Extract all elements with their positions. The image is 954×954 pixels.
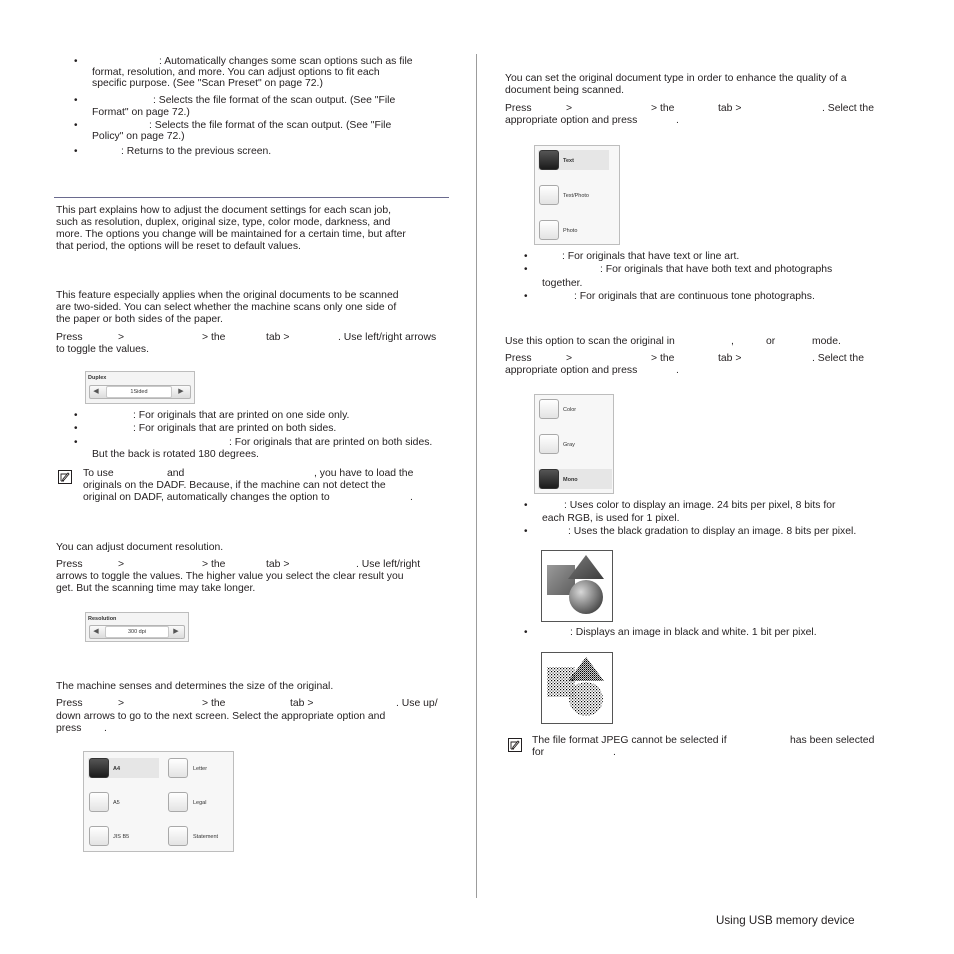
color-option-label: Gray [563,442,575,448]
note-text: has been selected [790,735,875,746]
resolution-press: Press [56,559,83,570]
type-press: Press [505,103,532,114]
bullet-marker: • [74,410,78,421]
color-tab: tab > [718,353,742,364]
color-para: Use this option to scan the original in [505,336,675,347]
size-option-a4-button[interactable] [89,758,109,778]
duplex-value: 1Sided [106,386,172,398]
note-text: originals on the DADF. Because, if the machine can not detect the [83,480,386,491]
resolution-para: You can adjust document resolution. [56,542,224,553]
size-option-a5-button[interactable] [89,792,109,812]
column-divider [476,54,477,898]
intro-line: more. The options you change will be maintained for a certain time, but after [56,229,406,240]
arrow-left-icon[interactable]: ◀ [93,388,99,395]
size-line3: press [56,723,82,734]
color-option-label: Mono [563,477,578,483]
type-para-line: You can set the original document type in order to enhance the quality of a [505,73,847,84]
size-end: . Use up/ [396,698,438,709]
type-line2-end: . [676,115,679,126]
arrow-right-icon[interactable]: ▶ [178,388,184,395]
type-option-text-button[interactable] [539,150,559,170]
bullet-marker: • [524,251,528,262]
note-text: , you have to load the [314,468,414,479]
color-para-end: mode. [812,336,841,347]
resolution-line2: arrows to toggle the values. The higher value you select the clear result you [56,571,404,582]
duplex-control-bar [89,385,191,399]
type-option-label: Photo [563,228,578,234]
arrow-left-icon[interactable]: ◀ [93,628,99,635]
resolution-gt: > [118,559,125,570]
color-option-gray-button[interactable] [539,434,559,454]
bullet-marker: • [74,437,78,448]
size-press: Press [56,698,83,709]
size-the: > the [202,698,226,709]
color-press: Press [505,353,532,364]
bullet-text: together. [542,278,583,289]
color-the: > the [651,353,675,364]
type-option-label: Text [563,158,574,164]
note-text: and [167,468,185,479]
intro-line: This part explains how to adjust the document settings for each scan job, [56,205,391,216]
bullet-text: : Uses color to display an image. 24 bits per pixel, 8 bits for [564,500,836,511]
color-line2: appropriate option and press [505,365,638,376]
note-text: for [532,747,545,758]
bullet-marker: • [74,146,78,157]
bullet-text: specific purpose. (See "Scan Preset" on page 72.) [92,78,323,89]
grayscale-sample-image [541,550,613,622]
note-text: The file format JPEG cannot be selected if [532,735,727,746]
bullet-text: : Displays an image in black and white. 1 bit per pixel. [570,627,817,638]
bullet-text: : For originals that are printed on both sides. [229,437,433,448]
duplex-line: the paper or both sides of the paper. [56,314,223,325]
bullet-text: : Selects the file format of the scan output. (See "File [149,120,392,131]
duplex-gt: > [118,332,125,343]
size-option-label: JIS B5 [113,834,130,840]
bullet-marker: • [524,500,528,511]
color-option-label: Color [563,407,577,413]
size-line3-end: . [104,723,107,734]
bullet-marker: • [524,627,528,638]
bullet-marker: • [74,95,78,106]
color-option-color-button[interactable] [539,399,559,419]
size-para: The machine senses and determines the size of the original. [56,681,334,692]
duplex-control-panel [85,371,195,404]
color-line2-end: . [676,365,679,376]
duplex-end: . Use left/right arrows [338,332,437,343]
size-option-label: A4 [113,766,121,772]
grayscale-shapes-icon [542,551,612,621]
bullet-text: : For originals that are printed on both sides. [133,423,337,434]
note-text: original on DADF, automatically changes the option to [83,492,330,503]
type-para-line: document being scanned. [505,85,625,96]
bullet-text: format, resolution, and more. You can adjust options to fit each [92,67,380,78]
monochrome-shapes-icon [542,653,612,723]
duplex-tab: tab > [266,332,290,343]
bullet-marker: • [74,56,78,67]
type-tab: tab > [718,103,742,114]
duplex-line: are two-sided. You can select whether the machine scans only one side of [56,302,397,313]
type-options-panel [534,145,620,245]
size-option-letter-button[interactable] [168,758,188,778]
monochrome-sample-image [541,652,613,724]
resolution-end: . Use left/right [356,559,421,570]
size-options-panel [83,751,234,852]
resolution-line3: get. But the scanning time may take longer. [56,583,256,594]
bullet-text: Policy" on page 72.) [92,131,185,142]
size-option-jisb5-button[interactable] [89,826,109,846]
note-icon [58,470,72,484]
bullet-text: : For originals that have text or line art. [562,251,740,262]
size-option-label: A5 [113,800,120,806]
size-line2: down arrows to go to the next screen. Select the appropriate option and [56,711,386,722]
type-option-label: Text/Photo [563,193,589,199]
note-text: To use [83,468,114,479]
resolution-control-title: Resolution [88,616,117,622]
duplex-line: This feature especially applies when the original documents to be scanned [56,290,399,301]
type-option-photo-button[interactable] [539,220,559,240]
resolution-tab: tab > [266,559,290,570]
resolution-control-bar [89,625,185,639]
size-option-label: Letter [193,766,208,772]
bullet-text: But the back is rotated 180 degrees. [92,449,259,460]
duplex-the: > the [202,332,226,343]
color-para-or: or [766,336,776,347]
resolution-control-panel [85,612,189,642]
size-option-legal-button[interactable] [168,792,188,812]
duplex-control-title: Duplex [88,375,107,381]
color-option-mono-button[interactable] [539,469,559,489]
bullet-marker: • [74,120,78,131]
bullet-text: : For originals that are continuous tone photographs. [574,291,815,302]
size-option-label: Statement [193,834,219,840]
color-para-comma: , [731,336,734,347]
arrow-right-icon[interactable]: ▶ [173,628,179,635]
bullet-marker: • [74,423,78,434]
type-line2: appropriate option and press [505,115,638,126]
page-footer: Using USB memory device [716,914,855,927]
bullet-marker: • [524,291,528,302]
bullet-marker: • [524,264,528,275]
color-end: . Select the [812,353,864,364]
section-divider [54,197,449,198]
note-text: . [613,747,616,758]
duplex-line2: to toggle the values. [56,344,150,355]
intro-line: such as resolution, duplex, original size, type, color mode, darkness, and [56,217,391,228]
type-end: . Select the [822,103,874,114]
color-options-panel [534,394,614,494]
bullet-marker: • [524,526,528,537]
bullet-text: : Selects the file format of the scan output. (See "File [153,95,396,106]
bullet-text: Format" on page 72.) [92,107,190,118]
bullet-text: : For originals that are printed on one side only. [133,410,350,421]
resolution-value: 300 dpi [105,626,169,638]
intro-line: that period, the options will be reset to default values. [56,241,301,252]
type-gt: > [566,103,573,114]
size-gt: > [118,698,125,709]
size-option-statement-button[interactable] [168,826,188,846]
color-gt: > [566,353,573,364]
duplex-press: Press [56,332,83,343]
bullet-text: each RGB, is used for 1 pixel. [542,513,680,524]
resolution-the: > the [202,559,226,570]
bullet-text: : Uses the black gradation to display an image. 8 bits per pixel. [568,526,857,537]
bullet-text: : Automatically changes some scan options such as file [159,56,413,67]
bullet-text: : Returns to the previous screen. [121,146,272,157]
type-option-textphoto-button[interactable] [539,185,559,205]
bullet-text: : For originals that have both text and photographs [600,264,833,275]
note-icon [508,738,522,752]
note-text: . [410,492,413,503]
type-the: > the [651,103,675,114]
size-option-label: Legal [193,800,207,806]
size-tab: tab > [290,698,314,709]
